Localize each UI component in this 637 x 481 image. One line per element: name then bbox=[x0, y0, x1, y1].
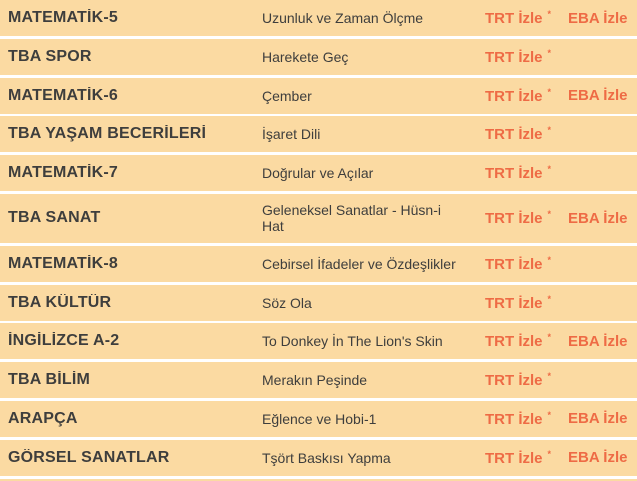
footnote-asterisk: * bbox=[547, 86, 552, 97]
course-name: ARAPÇA bbox=[8, 409, 78, 427]
footnote-asterisk: * bbox=[547, 209, 552, 220]
schedule-row bbox=[0, 323, 637, 359]
trt-watch-label: TRT İzle bbox=[485, 210, 543, 228]
footnote-asterisk: * bbox=[547, 293, 552, 304]
trt-watch-label: TRT İzle bbox=[485, 294, 543, 312]
schedule-row bbox=[0, 194, 637, 243]
footnote-asterisk: * bbox=[547, 409, 552, 420]
eba-watch-label: EBA İzle bbox=[568, 87, 628, 105]
course-name: TBA BİLİM bbox=[8, 371, 91, 389]
footnote-asterisk: * bbox=[547, 164, 552, 175]
eba-watch-link[interactable] bbox=[568, 410, 627, 427]
trt-watch-link[interactable] bbox=[485, 410, 568, 428]
schedule-row bbox=[0, 285, 637, 321]
footnote-asterisk: * bbox=[547, 332, 552, 343]
trt-watch-link[interactable] bbox=[485, 371, 568, 389]
trt-watch-label: TRT İzle bbox=[485, 255, 543, 273]
eba-watch-label: EBA İzle bbox=[568, 410, 628, 428]
trt-watch-link[interactable] bbox=[485, 125, 568, 143]
trt-watch-link[interactable] bbox=[485, 332, 568, 350]
course-name: İNGİLİZCE A-2 bbox=[8, 332, 120, 350]
trt-watch-link[interactable] bbox=[485, 48, 568, 66]
course-name: MATEMATİK-8 bbox=[8, 254, 119, 272]
trt-watch-label: TRT İzle bbox=[485, 410, 543, 428]
trt-watch-link[interactable] bbox=[485, 209, 568, 227]
schedule-row bbox=[0, 78, 637, 114]
lesson-topic: To Donkey İn The Lion's Skin bbox=[262, 333, 443, 350]
lesson-topic: Söz Ola bbox=[262, 294, 312, 311]
eba-watch-link[interactable] bbox=[568, 10, 627, 27]
lesson-topic: Harekete Geç bbox=[262, 48, 349, 65]
eba-watch-link[interactable] bbox=[568, 87, 627, 104]
course-name: TBA YAŞAM BECERİLERİ bbox=[8, 125, 207, 143]
schedule-row bbox=[0, 39, 637, 75]
eba-watch-label: EBA İzle bbox=[568, 9, 628, 27]
footnote-asterisk: * bbox=[547, 254, 552, 265]
schedule-row bbox=[0, 440, 637, 476]
trt-watch-label: TRT İzle bbox=[485, 48, 543, 66]
footnote-asterisk: * bbox=[547, 47, 552, 58]
footnote-asterisk: * bbox=[547, 9, 552, 19]
course-name: MATEMATİK-6 bbox=[8, 86, 119, 104]
schedule-row bbox=[0, 0, 637, 36]
lesson-topic: Geleneksel Sanatlar - Hüsn-i Hat bbox=[262, 202, 441, 235]
schedule-row bbox=[0, 155, 637, 191]
lesson-topic: Tşört Baskısı Yapma bbox=[262, 449, 391, 466]
course-name: MATEMATİK-7 bbox=[8, 164, 119, 182]
course-name: MATEMATİK-5 bbox=[8, 9, 119, 26]
eba-watch-link[interactable] bbox=[568, 210, 627, 227]
eba-watch-label: EBA İzle bbox=[568, 209, 628, 227]
lesson-topic: İşaret Dili bbox=[262, 126, 321, 143]
eba-watch-link[interactable] bbox=[568, 449, 627, 466]
schedule-row bbox=[0, 362, 637, 398]
trt-watch-label: TRT İzle bbox=[485, 165, 543, 183]
trt-watch-link[interactable] bbox=[485, 9, 568, 27]
lesson-topic: Uzunluk ve Zaman Ölçme bbox=[262, 10, 424, 26]
trt-watch-label: TRT İzle bbox=[485, 10, 543, 27]
eba-watch-label: EBA İzle bbox=[568, 332, 628, 350]
footnote-asterisk: * bbox=[547, 125, 552, 136]
lesson-topic: Eğlence ve Hobi-1 bbox=[262, 410, 377, 427]
trt-watch-label: TRT İzle bbox=[485, 449, 543, 467]
trt-watch-label: TRT İzle bbox=[485, 333, 543, 351]
trt-watch-link[interactable] bbox=[485, 87, 568, 105]
trt-watch-label: TRT İzle bbox=[485, 372, 543, 390]
schedule-row bbox=[0, 401, 637, 437]
footnote-asterisk: * bbox=[547, 371, 552, 382]
trt-watch-link[interactable] bbox=[485, 449, 568, 467]
trt-watch-label: TRT İzle bbox=[485, 126, 543, 144]
eba-watch-label: EBA İzle bbox=[568, 449, 628, 467]
trt-watch-link[interactable] bbox=[485, 164, 568, 182]
trt-watch-label: TRT İzle bbox=[485, 87, 543, 105]
lesson-topic: Doğrular ve Açılar bbox=[262, 165, 374, 182]
schedule-row bbox=[0, 246, 637, 282]
schedule-row bbox=[0, 116, 637, 152]
lesson-topic: Cebirsel İfadeler ve Özdeşlikler bbox=[262, 255, 456, 272]
course-name: GÖRSEL SANATLAR bbox=[8, 448, 170, 466]
lesson-topic: Çember bbox=[262, 87, 312, 104]
course-name: TBA KÜLTÜR bbox=[8, 293, 112, 311]
trt-watch-link[interactable] bbox=[485, 255, 568, 273]
trt-watch-link[interactable] bbox=[485, 294, 568, 312]
course-name: TBA SPOR bbox=[8, 47, 92, 65]
course-name: TBA SANAT bbox=[8, 209, 101, 227]
footnote-asterisk: * bbox=[547, 448, 552, 459]
eba-watch-link[interactable] bbox=[568, 333, 627, 350]
lesson-topic: Merakın Peşinde bbox=[262, 372, 368, 389]
